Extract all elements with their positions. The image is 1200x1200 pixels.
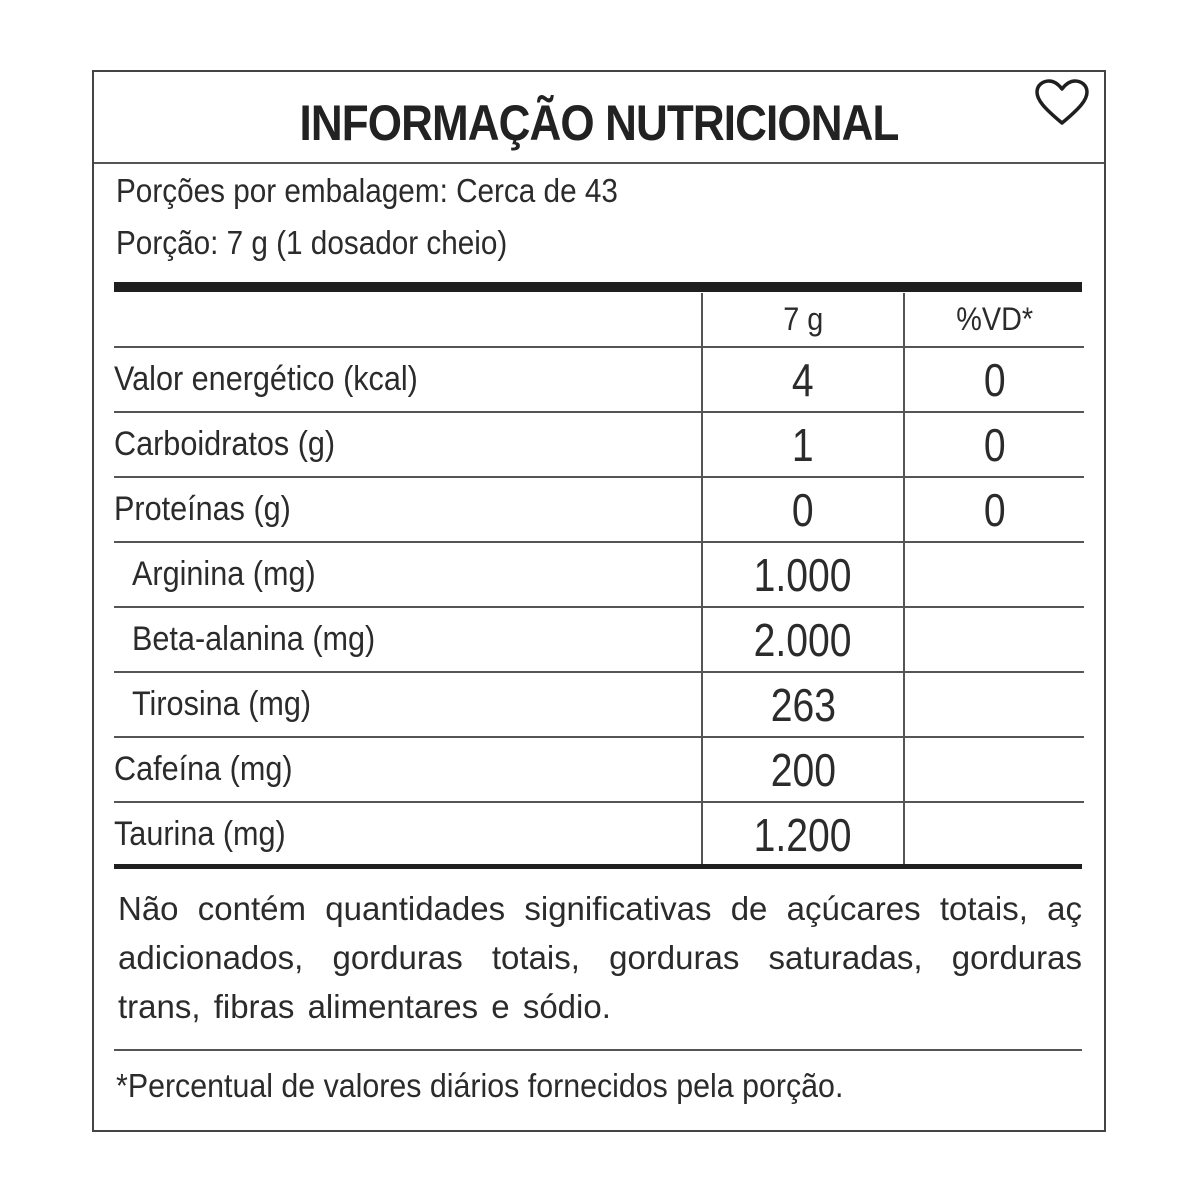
nutrient-value: 200: [702, 737, 904, 802]
nutrient-daily-value: [904, 607, 1084, 672]
header-nutrient: [114, 293, 702, 347]
nutrient-value: 1.200: [702, 802, 904, 866]
table-row: [114, 802, 1084, 866]
table-row: [114, 672, 1084, 737]
table-row: [114, 477, 1084, 542]
thick-divider: [114, 282, 1082, 292]
nutrient-daily-value: [904, 542, 1084, 607]
table-row: [114, 737, 1084, 802]
nutrient-name: Tirosina (mg): [114, 672, 702, 737]
nutrient-daily-value: 0: [904, 477, 1084, 542]
nutrient-daily-value: [904, 802, 1084, 866]
portion-size: Porção: 7 g (1 dosador cheio): [116, 224, 508, 261]
nutrient-value: 2.000: [702, 607, 904, 672]
nutrition-label: [92, 70, 1106, 1132]
nutrient-name: Proteínas (g): [114, 477, 702, 542]
nutrient-daily-value: [904, 672, 1084, 737]
nutrition-note: Não contém quantidades significativas de açúcares totais, aç adicionados, gorduras totais, gorduras saturadas, gorduras trans, fibras alimentares e sódio.: [118, 890, 1082, 1025]
nutrient-daily-value: 0: [904, 412, 1084, 477]
nutrient-value: 263: [702, 672, 904, 737]
table-row: [114, 607, 1084, 672]
heart-outline-icon[interactable]: [1034, 78, 1090, 128]
nutrient-value: 1.000: [702, 542, 904, 607]
header-portion: 7 g: [702, 293, 904, 347]
nutrient-value: 0: [702, 477, 904, 542]
nutrient-value: 4: [702, 347, 904, 412]
servings-per-package: Porções por embalagem: Cerca de 43: [116, 172, 618, 209]
nutrient-value: 1: [702, 412, 904, 477]
header-daily-value: %VD*: [904, 293, 1084, 347]
table-row: [114, 542, 1084, 607]
nutrient-name: Cafeína (mg): [114, 737, 702, 802]
table-row: [114, 412, 1084, 477]
table-row: [114, 347, 1084, 412]
nutrient-name: Arginina (mg): [114, 542, 702, 607]
nutrient-name: Carboidratos (g): [114, 412, 702, 477]
nutrient-name: Taurina (mg): [114, 815, 286, 853]
nutrient-daily-value: 0: [904, 347, 1084, 412]
nutrition-table: [114, 293, 1084, 866]
title-row: [94, 72, 1104, 164]
bottom-thick-divider: [114, 864, 1082, 869]
thin-divider: [114, 1049, 1082, 1051]
nutrient-name: Beta-alanina (mg): [114, 607, 702, 672]
daily-value-footnote: *Percentual de valores diários fornecidos pela porção.: [116, 1067, 844, 1104]
nutrient-daily-value: [904, 737, 1084, 802]
nutrient-name: Valor energético (kcal): [114, 347, 702, 412]
label-title: INFORMAÇÃO NUTRICIONAL: [299, 95, 899, 151]
table-header-row: [114, 293, 1084, 347]
